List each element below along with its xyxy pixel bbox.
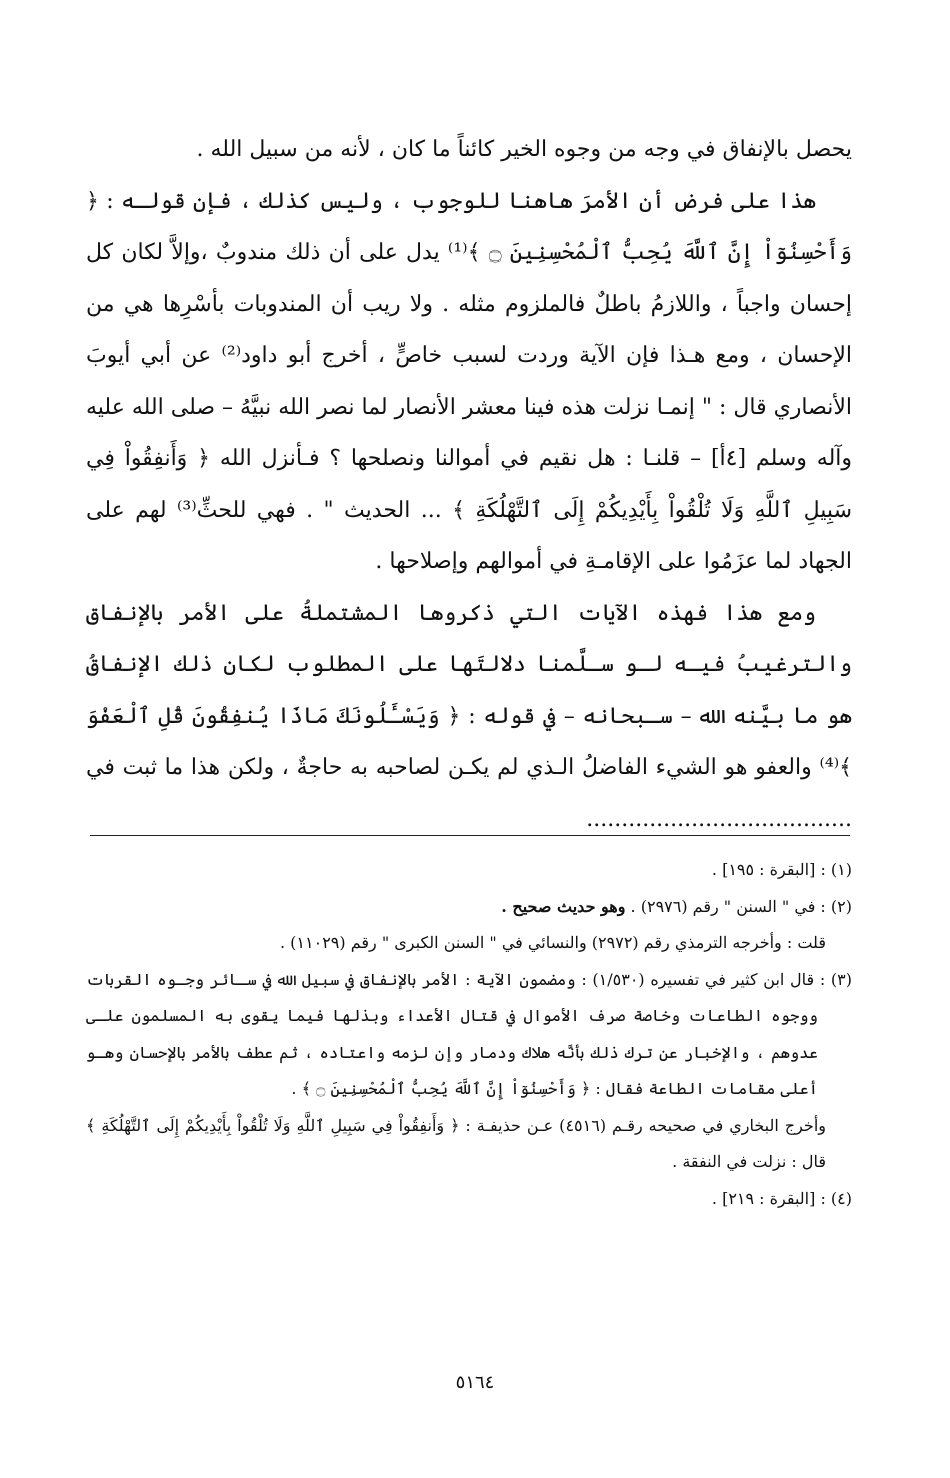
footnote-3: (٣) : قال ابن كثير في تفسيره (١/٥٣٠) : ومضمون الآية : الأمر بالإنفاق في سبيل الله في سـائر وجـوه القربات ووجوه الطاعات وخاصة صرف الأموال في قتال الأعداء وبذلها فيما يقوى به المسلمون علـى عدوهم ، والإخبار عن ترك ذلك بأنَّه هلاك ودمار وإن لزمه واعتاده ، ثم عطف بالأمر بالإحسان وهـو أعلى مقامات الطاعة فقال : ﴿ وَأَحْسِنُوٓاْ إِنَّ ٱللَّهَ يُحِبُّ ٱلْمُحْسِنِينَ ۝ ﴾ . (86, 969, 852, 1098)
paragraph-3: ومع هذا فهذه الآيات التي ذكروها المشتملةُ على الأمر بالإنفاق والترغيبُ فيـه لـو سـلَّمنا دلالتَها على المطلوب لكان ذلك الإنفاقُ هو ما بيَّنه الله – سـبحانه – في قوله : ﴿ وَيَسْـَٔلُونَكَ مَاذَا يُنفِقُونَ قُلِ ٱلْعَفْوَ ﴾⁽⁴⁾ والعفو هو الشيء الفاضلُ الـذي لم يكـن لصاحبه به حاجةٌ ، ولكن هذا ما ثبت في ...................................... (86, 600, 852, 832)
footnote-4: (٤) : [البقرة : ٢١٩] . (711, 1188, 852, 1208)
footnote-2-text: (٢) : في " السنن " رقم (٢٩٧٦) . (630, 896, 852, 916)
footnote-1: (١) : [البقرة : ١٩٥] . (711, 860, 852, 879)
footnote-2 (86, 889, 852, 926)
footnote-3-note: وأخرج البخاري في صحيحه رقـم (٤٥١٦) عـن حذيفـة : ﴿ وَأَنفِقُواْ فِي سَبِيلِ ٱللَّهِ وَلَا تُلْقُواْ بِأَيْدِيكُمْ إِلَى ٱلتَّهْلُكَةِ ﴾ قال : نزلت في النفقة . (86, 1115, 826, 1171)
main-text (86, 124, 852, 845)
paragraph-2: هذا على فرض أن الأمرَ هاهنا للوجوب ، وليس كذلك ، فإن قولـه : ﴿ وَأَحْسِنُوٓاْ إِنَّ ٱللَّهَ يُحِبُّ ٱلْمُحْسِنِينَ ۝ ﴾⁽¹⁾ يدل على أن ذلك مندوبٌ ،وإلاَّ لكان كل إحسان واجباً ، واللازمُ باطلٌ فالملزوم مثله . ولا ريب أن المندوبات بأسْرِها هي من الإحسان ، ومع هـذا فإن الآية وردت لسبب خاصٍّ ، أخرج أبو داود⁽²⁾ عن أبي أيوبَ الأنصاري قال : " إنمـا نزلت هذه فينا معشر الأنصار لما نصر الله نبيَّهُ – صلى الله عليه وآله وسلم [٤أ] – قلنـا : هل نقيم في أموالنا ونصلحها ؟ فـأنزل الله ﴿ وَأَنفِقُواْ فِي سَبِيلِ ٱللَّهِ وَلَا تُلْقُواْ بِأَيْدِيكُمْ إِلَى ٱلتَّهْلُكَةِ ﴾ ... الحديث " . فهي للحثِّ⁽³⁾ لهم على الجهاد لما عزَمُوا على الإقامـةِ في أموالهم وإصلاحها . (86, 188, 853, 574)
page-number: ٥١٦٤ (455, 1372, 495, 1393)
footnote-separator (90, 835, 850, 836)
footnotes (86, 852, 852, 1217)
paragraph-1: يحصل بالإنفاق في وجه من وجوه الخير كائناً ما كان ، لأنه من سبيل الله . (196, 137, 852, 162)
footnote-2-bold: وهو حديث صحيح . (501, 896, 626, 916)
footnote-2-note: قلت : وأخرجه الترمذي رقم (٢٩٧٢) والنسائي في " السنن الكبرى " رقم (١١٠٢٩) . (280, 933, 826, 952)
